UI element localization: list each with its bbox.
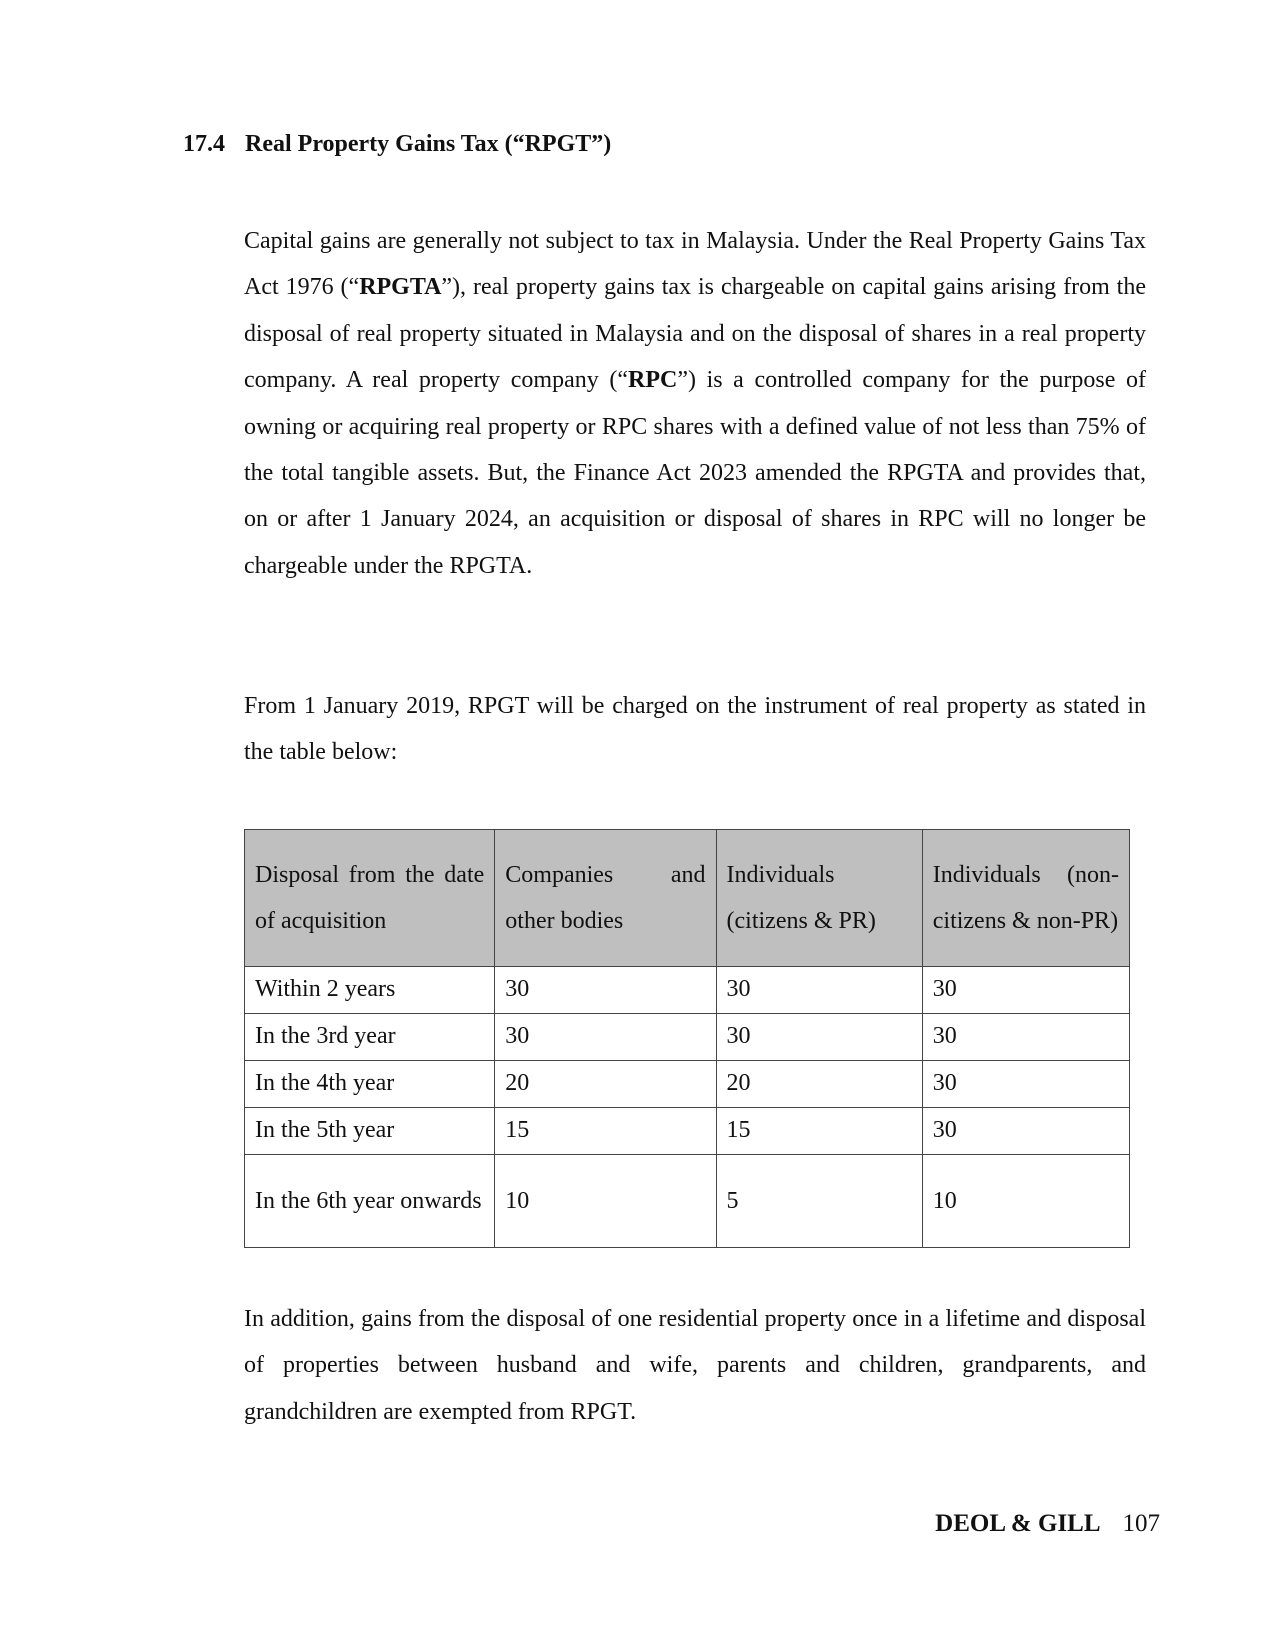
text-run: ”) is a controlled company for the purpose of owning or acquiring real property or RPC shares with a defined value of not less than 75% of the total tangible assets. But, the Finance Act 2023 amended the RPGTA and provides that, on or after 1 January 2024, an acquisition or disposal of shares in RPC will no longer be chargeable under the RPGTA. [244, 367, 1147, 579]
paragraph-table-intro: From 1 January 2019, RPGT will be charged on the instrument of real property as stated in the table below: [244, 693, 1146, 766]
cell-citizens-rate: 15 [716, 1108, 922, 1155]
cell-period: In the 4th year [245, 1061, 495, 1108]
cell-companies-rate: 30 [495, 1014, 716, 1061]
section-heading [183, 128, 611, 160]
firm-name: DEOL & GILL [935, 1510, 1101, 1537]
table-row [245, 1108, 1130, 1155]
table-row [245, 1155, 1130, 1248]
cell-citizens-rate: 30 [716, 967, 922, 1014]
cell-citizens-rate: 20 [716, 1061, 922, 1108]
table-header-row [245, 830, 1130, 967]
section-title-abbrev: (“RPGT”) [498, 131, 612, 157]
cell-citizens-rate: 30 [716, 1014, 922, 1061]
cell-non-citizens-rate: 30 [922, 1061, 1129, 1108]
page-number: 107 [1122, 1510, 1160, 1537]
paragraph-rpgt-overview [244, 218, 1146, 589]
header-companies: Companies and other bodies [495, 830, 716, 967]
cell-non-citizens-rate: 10 [922, 1155, 1129, 1248]
table-row [245, 1061, 1130, 1108]
defined-term-rpgta: RPGTA [359, 274, 442, 301]
section-number: 17.4 [183, 131, 225, 157]
cell-period: In the 6th year onwards [245, 1155, 495, 1248]
header-individuals-non-citizens: Individuals (non-citizens & non-PR) [922, 830, 1129, 967]
section-title: Real Property Gains Tax [245, 131, 499, 157]
text-run: ”), real property gains tax is chargeable on capital gains arising from the disposal of real property situated in Malaysia and on the disposal of shares in a real property company. A real property company (“ [244, 274, 1147, 394]
cell-non-citizens-rate: 30 [922, 1108, 1129, 1155]
cell-companies-rate: 30 [495, 967, 716, 1014]
cell-period: Within 2 years [245, 967, 495, 1014]
paragraph-exemptions: In addition, gains from the disposal of one residential property once in a lifetime and disposal of properties between husband and wife, parents and children, grandparents, and grandchildren are exempted from RPGT. [244, 1306, 1146, 1425]
cell-non-citizens-rate: 30 [922, 967, 1129, 1014]
defined-term-rpc: RPC [628, 367, 678, 394]
table-row [245, 1014, 1130, 1061]
rpgt-rates-table [244, 829, 1130, 1248]
cell-companies-rate: 10 [495, 1155, 716, 1248]
cell-non-citizens-rate: 30 [922, 1014, 1129, 1061]
cell-period: In the 5th year [245, 1108, 495, 1155]
table-row [245, 967, 1130, 1014]
cell-citizens-rate: 5 [716, 1155, 922, 1248]
page-footer [900, 1510, 1160, 1538]
cell-period: In the 3rd year [245, 1014, 495, 1061]
header-individuals-citizens: Individuals (citizens & PR) [716, 830, 922, 967]
text-run: Capital gains are generally not subject to tax in Malaysia. Under the Real Property Gains Tax Act 1976 (“ [244, 228, 1146, 301]
cell-companies-rate: 15 [495, 1108, 716, 1155]
header-disposal-period: Disposal from the date of acquisition [245, 830, 495, 967]
cell-companies-rate: 20 [495, 1061, 716, 1108]
